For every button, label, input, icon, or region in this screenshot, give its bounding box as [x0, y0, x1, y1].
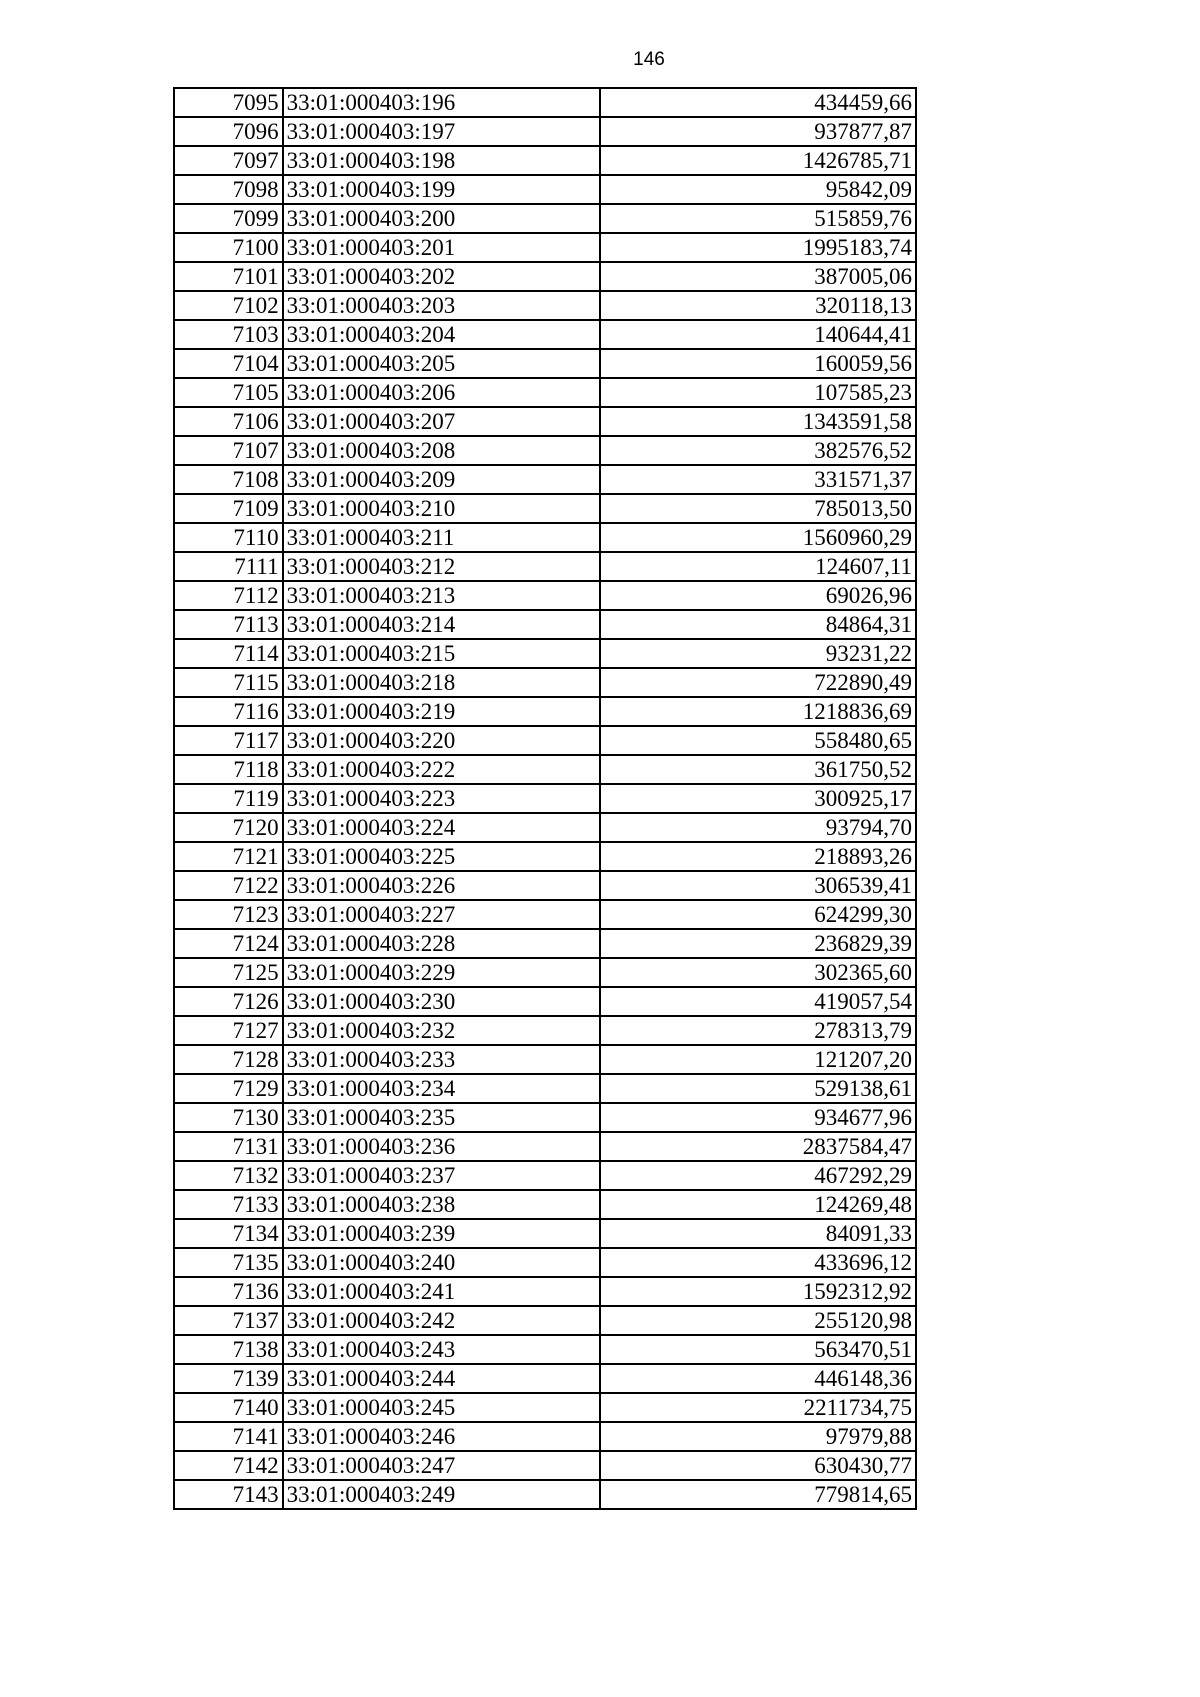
table-row: [174, 175, 916, 204]
row-number-cell: 7138: [174, 1335, 283, 1364]
cadastral-number-cell: 33:01:000403:197: [283, 117, 601, 146]
cadastral-number-cell: 33:01:000403:212: [283, 552, 601, 581]
cadastral-number-cell: 33:01:000403:198: [283, 146, 601, 175]
cadastral-number-cell: 33:01:000403:244: [283, 1364, 601, 1393]
cadastral-value-cell: 300925,17: [600, 784, 916, 813]
cadastral-number-cell: 33:01:000403:207: [283, 407, 601, 436]
row-number-cell: 7140: [174, 1393, 283, 1422]
cadastral-number-cell: 33:01:000403:224: [283, 813, 601, 842]
cadastral-number-cell: 33:01:000403:203: [283, 291, 601, 320]
table-row: [174, 1364, 916, 1393]
table-row: [174, 1219, 916, 1248]
table-row: [174, 1480, 916, 1509]
cadastral-number-cell: 33:01:000403:236: [283, 1132, 601, 1161]
table-row: [174, 726, 916, 755]
row-number-cell: 7116: [174, 697, 283, 726]
row-number-cell: 7123: [174, 900, 283, 929]
cadastral-number-cell: 33:01:000403:220: [283, 726, 601, 755]
cadastral-value-cell: 97979,88: [600, 1422, 916, 1451]
cadastral-value-cell: 278313,79: [600, 1016, 916, 1045]
table-row: [174, 1393, 916, 1422]
row-number-cell: 7109: [174, 494, 283, 523]
table-row: [174, 1422, 916, 1451]
cadastral-number-cell: 33:01:000403:206: [283, 378, 601, 407]
cadastral-value-cell: 140644,41: [600, 320, 916, 349]
cadastral-number-cell: 33:01:000403:202: [283, 262, 601, 291]
row-number-cell: 7096: [174, 117, 283, 146]
cadastral-number-cell: 33:01:000403:245: [283, 1393, 601, 1422]
table-row: [174, 1103, 916, 1132]
table-row: [174, 900, 916, 929]
table-row: [174, 1190, 916, 1219]
cadastral-value-cell: 107585,23: [600, 378, 916, 407]
cadastral-number-cell: 33:01:000403:243: [283, 1335, 601, 1364]
cadastral-value-cell: 69026,96: [600, 581, 916, 610]
table-row: [174, 1248, 916, 1277]
table-body: [174, 88, 916, 1509]
cadastral-value-cell: 121207,20: [600, 1045, 916, 1074]
cadastral-value-cell: 236829,39: [600, 929, 916, 958]
table-row: [174, 523, 916, 552]
cadastral-number-cell: 33:01:000403:247: [283, 1451, 601, 1480]
cadastral-value-cell: 624299,30: [600, 900, 916, 929]
row-number-cell: 7117: [174, 726, 283, 755]
cadastral-number-cell: 33:01:000403:196: [283, 88, 601, 117]
cadastral-value-cell: 515859,76: [600, 204, 916, 233]
table-row: [174, 1045, 916, 1074]
table-row: [174, 407, 916, 436]
table-row: [174, 755, 916, 784]
cadastral-value-cell: 95842,09: [600, 175, 916, 204]
row-number-cell: 7115: [174, 668, 283, 697]
row-number-cell: 7099: [174, 204, 283, 233]
cadastral-number-cell: 33:01:000403:225: [283, 842, 601, 871]
row-number-cell: 7097: [174, 146, 283, 175]
row-number-cell: 7112: [174, 581, 283, 610]
cadastral-number-cell: 33:01:000403:214: [283, 610, 601, 639]
cadastral-value-cell: 218893,26: [600, 842, 916, 871]
row-number-cell: 7129: [174, 1074, 283, 1103]
table-row: [174, 1451, 916, 1480]
row-number-cell: 7126: [174, 987, 283, 1016]
cadastral-number-cell: 33:01:000403:230: [283, 987, 601, 1016]
cadastral-number-cell: 33:01:000403:226: [283, 871, 601, 900]
cadastral-number-cell: 33:01:000403:200: [283, 204, 601, 233]
cadastral-value-cell: 529138,61: [600, 1074, 916, 1103]
table-row: [174, 378, 916, 407]
cadastral-value-cell: 937877,87: [600, 117, 916, 146]
cadastral-number-cell: 33:01:000403:234: [283, 1074, 601, 1103]
table-row: [174, 1335, 916, 1364]
table-row: [174, 117, 916, 146]
cadastral-value-cell: 361750,52: [600, 755, 916, 784]
table-row: [174, 581, 916, 610]
table-row: [174, 610, 916, 639]
table-row: [174, 1016, 916, 1045]
table-row: [174, 494, 916, 523]
cadastral-number-cell: 33:01:000403:222: [283, 755, 601, 784]
row-number-cell: 7121: [174, 842, 283, 871]
row-number-cell: 7111: [174, 552, 283, 581]
table-row: [174, 697, 916, 726]
row-number-cell: 7113: [174, 610, 283, 639]
row-number-cell: 7142: [174, 1451, 283, 1480]
cadastral-value-cell: 434459,66: [600, 88, 916, 117]
cadastral-number-cell: 33:01:000403:209: [283, 465, 601, 494]
cadastral-number-cell: 33:01:000403:238: [283, 1190, 601, 1219]
row-number-cell: 7134: [174, 1219, 283, 1248]
row-number-cell: 7130: [174, 1103, 283, 1132]
table-row: [174, 871, 916, 900]
cadastral-value-cell: 255120,98: [600, 1306, 916, 1335]
cadastral-value-cell: 419057,54: [600, 987, 916, 1016]
table-row: [174, 349, 916, 378]
table-row: [174, 1161, 916, 1190]
cadastral-number-cell: 33:01:000403:208: [283, 436, 601, 465]
row-number-cell: 7114: [174, 639, 283, 668]
cadastral-value-cell: 1995183,74: [600, 233, 916, 262]
table-row: [174, 552, 916, 581]
cadastral-number-cell: 33:01:000403:249: [283, 1480, 601, 1509]
cadastral-number-cell: 33:01:000403:241: [283, 1277, 601, 1306]
row-number-cell: 7127: [174, 1016, 283, 1045]
cadastral-number-cell: 33:01:000403:218: [283, 668, 601, 697]
cadastral-value-cell: 1592312,92: [600, 1277, 916, 1306]
table-row: [174, 146, 916, 175]
row-number-cell: 7132: [174, 1161, 283, 1190]
cadastral-value-cell: 558480,65: [600, 726, 916, 755]
table-row: [174, 436, 916, 465]
cadastral-value-cell: 320118,13: [600, 291, 916, 320]
cadastral-value-cell: 2211734,75: [600, 1393, 916, 1422]
row-number-cell: 7141: [174, 1422, 283, 1451]
cadastral-number-cell: 33:01:000403:204: [283, 320, 601, 349]
row-number-cell: 7108: [174, 465, 283, 494]
cadastral-value-cell: 84864,31: [600, 610, 916, 639]
page-number: 146: [633, 49, 665, 70]
cadastral-value-cell: 1426785,71: [600, 146, 916, 175]
cadastral-number-cell: 33:01:000403:213: [283, 581, 601, 610]
cadastral-number-cell: 33:01:000403:219: [283, 697, 601, 726]
cadastral-value-cell: 124607,11: [600, 552, 916, 581]
row-number-cell: 7119: [174, 784, 283, 813]
cadastral-value-table: [173, 87, 917, 1510]
row-number-cell: 7131: [174, 1132, 283, 1161]
row-number-cell: 7101: [174, 262, 283, 291]
row-number-cell: 7106: [174, 407, 283, 436]
cadastral-number-cell: 33:01:000403:239: [283, 1219, 601, 1248]
table-row: [174, 987, 916, 1016]
cadastral-value-cell: 467292,29: [600, 1161, 916, 1190]
cadastral-value-cell: 1218836,69: [600, 697, 916, 726]
table-row: [174, 1074, 916, 1103]
row-number-cell: 7110: [174, 523, 283, 552]
cadastral-number-cell: 33:01:000403:240: [283, 1248, 601, 1277]
table-row: [174, 842, 916, 871]
row-number-cell: 7135: [174, 1248, 283, 1277]
cadastral-value-cell: 779814,65: [600, 1480, 916, 1509]
row-number-cell: 7104: [174, 349, 283, 378]
cadastral-value-cell: 382576,52: [600, 436, 916, 465]
table-row: [174, 1306, 916, 1335]
cadastral-number-cell: 33:01:000403:205: [283, 349, 601, 378]
row-number-cell: 7105: [174, 378, 283, 407]
cadastral-number-cell: 33:01:000403:237: [283, 1161, 601, 1190]
cadastral-number-cell: 33:01:000403:233: [283, 1045, 601, 1074]
cadastral-number-cell: 33:01:000403:232: [283, 1016, 601, 1045]
cadastral-value-cell: 433696,12: [600, 1248, 916, 1277]
cadastral-value-cell: 387005,06: [600, 262, 916, 291]
cadastral-value-cell: 93794,70: [600, 813, 916, 842]
table-row: [174, 291, 916, 320]
cadastral-number-cell: 33:01:000403:242: [283, 1306, 601, 1335]
table-row: [174, 784, 916, 813]
row-number-cell: 7122: [174, 871, 283, 900]
table-row: [174, 262, 916, 291]
cadastral-number-cell: 33:01:000403:211: [283, 523, 601, 552]
cadastral-value-cell: 84091,33: [600, 1219, 916, 1248]
row-number-cell: 7133: [174, 1190, 283, 1219]
table-row: [174, 1277, 916, 1306]
cadastral-value-cell: 446148,36: [600, 1364, 916, 1393]
cadastral-number-cell: 33:01:000403:227: [283, 900, 601, 929]
row-number-cell: 7125: [174, 958, 283, 987]
table-row: [174, 320, 916, 349]
cadastral-value-cell: 1560960,29: [600, 523, 916, 552]
row-number-cell: 7139: [174, 1364, 283, 1393]
cadastral-number-cell: 33:01:000403:223: [283, 784, 601, 813]
table-row: [174, 639, 916, 668]
table-row: [174, 204, 916, 233]
table-row: [174, 958, 916, 987]
row-number-cell: 7098: [174, 175, 283, 204]
cadastral-number-cell: 33:01:000403:215: [283, 639, 601, 668]
row-number-cell: 7143: [174, 1480, 283, 1509]
row-number-cell: 7107: [174, 436, 283, 465]
cadastral-number-cell: 33:01:000403:199: [283, 175, 601, 204]
cadastral-value-cell: 93231,22: [600, 639, 916, 668]
table-row: [174, 1132, 916, 1161]
table-row: [174, 668, 916, 697]
cadastral-number-cell: 33:01:000403:229: [283, 958, 601, 987]
table-row: [174, 813, 916, 842]
cadastral-value-cell: 934677,96: [600, 1103, 916, 1132]
row-number-cell: 7102: [174, 291, 283, 320]
cadastral-value-cell: 722890,49: [600, 668, 916, 697]
row-number-cell: 7128: [174, 1045, 283, 1074]
row-number-cell: 7120: [174, 813, 283, 842]
cadastral-value-cell: 302365,60: [600, 958, 916, 987]
row-number-cell: 7136: [174, 1277, 283, 1306]
cadastral-value-cell: 630430,77: [600, 1451, 916, 1480]
cadastral-value-cell: 2837584,47: [600, 1132, 916, 1161]
cadastral-number-cell: 33:01:000403:235: [283, 1103, 601, 1132]
table-row: [174, 465, 916, 494]
cadastral-number-cell: 33:01:000403:246: [283, 1422, 601, 1451]
table-row: [174, 88, 916, 117]
row-number-cell: 7100: [174, 233, 283, 262]
cadastral-number-cell: 33:01:000403:201: [283, 233, 601, 262]
cadastral-value-cell: 785013,50: [600, 494, 916, 523]
row-number-cell: 7124: [174, 929, 283, 958]
row-number-cell: 7137: [174, 1306, 283, 1335]
table-row: [174, 233, 916, 262]
table-row: [174, 929, 916, 958]
cadastral-value-cell: 306539,41: [600, 871, 916, 900]
cadastral-value-cell: 331571,37: [600, 465, 916, 494]
cadastral-number-cell: 33:01:000403:228: [283, 929, 601, 958]
cadastral-value-cell: 1343591,58: [600, 407, 916, 436]
cadastral-value-cell: 160059,56: [600, 349, 916, 378]
cadastral-value-cell: 563470,51: [600, 1335, 916, 1364]
cadastral-value-cell: 124269,48: [600, 1190, 916, 1219]
row-number-cell: 7103: [174, 320, 283, 349]
row-number-cell: 7118: [174, 755, 283, 784]
row-number-cell: 7095: [174, 88, 283, 117]
cadastral-number-cell: 33:01:000403:210: [283, 494, 601, 523]
